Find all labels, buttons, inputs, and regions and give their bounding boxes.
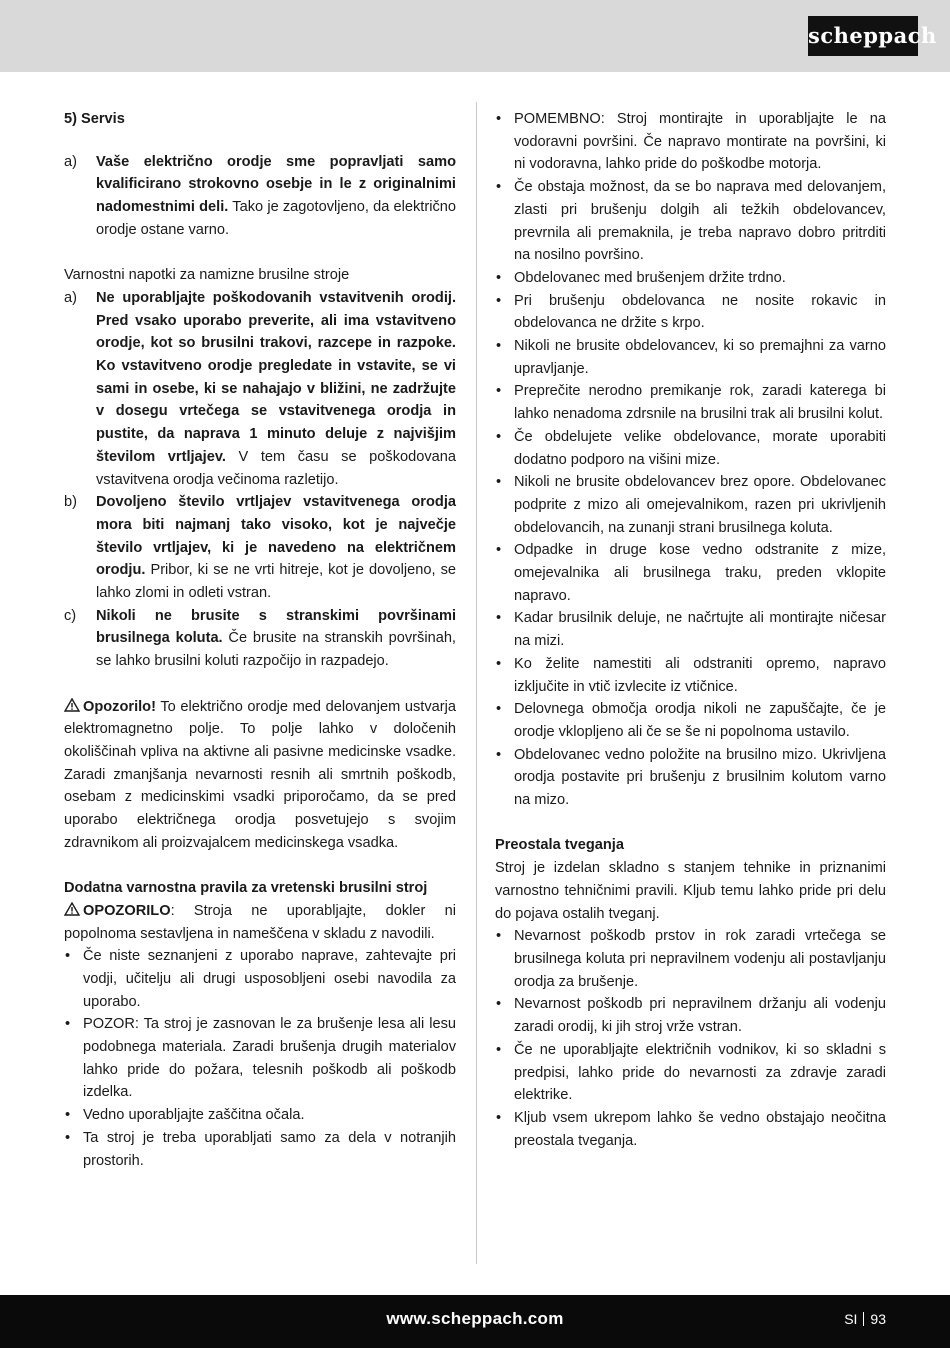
list-item: • POZOR: Ta stroj je zasnovan le za brušenje lesa ali lesu podobnega materiala. Zaradi brušenja drugih materialov lahko pride do požara, telesnih poškodb ali poškodb izdelka. [64, 1013, 456, 1104]
item-bold-text: Ne uporabljajte poškodovanih vstavitvenih orodij. Pred vsako uporabo preverite, ali ima vstavitveno orodje, kot so brusilni trakovi, razcepe in razpoke. Ko vstavitveno orodje pregledate in vstavite, se vi sami in osebe, ki se nahajajo v bližini, ne zadržujte v dosegu vrtečega se vstavitvenega orodja in pustite, da naprava 1 minuto deluje z najvišjim številom vrtljajev. [96, 289, 456, 465]
item-bold-text: Vaše električno orodje sme popravljati samo kvalificirano strokovno osebje in le z originalnimi nadomestnimi deli. [96, 153, 456, 216]
list-item: • Nevarnost poškodb prstov in rok zaradi vrtečega se brusilnega koluta pri nepravilnem vodenju ali postavljanju orodja za brušenje. [495, 925, 886, 993]
page-number [844, 1311, 886, 1327]
list-item: • POMEMBNO: Stroj montirajte in uporabljajte le na vodoravni površini. Če napravo montirate na površini, ki ni vodoravna, lahko pride do poškodbe motorja. [495, 108, 886, 176]
list-item: • Ta stroj je treba uporabljati samo za dela v notranjih prostorih. [64, 1127, 456, 1172]
warning-label: OPOZORILO [83, 902, 171, 919]
warning-triangle-icon [64, 902, 80, 916]
list-item: • Vedno uporabljajte zaščitna očala. [64, 1104, 456, 1127]
column-divider [476, 102, 477, 1264]
list-item: • Delovnega območja orodja nikoli ne zapuščajte, če je orodje vklopljeno ali če se še ni popolnoma ustavilo. [495, 698, 886, 743]
safety-item-b [64, 491, 456, 605]
list-item: • Če niste seznanjeni z uporabo naprave, zahtevajte pri vodji, učitelju ali drugi usposobljeni osebi navodila za uporabo. [64, 945, 456, 1013]
list-item: • Obdelovanec med brušenjem držite trdno. [495, 267, 886, 290]
residual-risks-list [495, 925, 886, 1152]
list-item: • Preprečite nerodno premikanje rok, zaradi katerega bi lahko nenadoma zdrsnile na brusilni trak ali brusilni kolut. [495, 380, 886, 425]
servis-heading: 5) Servis [64, 111, 125, 127]
list-item: • Če obstaja možnost, da se bo naprava med delovanjem, zlasti pri brušenju dolgih ali težkih obdelovancev, prevrnila ali premaknila, je treba napravo dobro pritrditi na nosilno površino. [495, 176, 886, 267]
left-bullet-list [64, 945, 456, 1172]
list-item: • Kadar brusilnik deluje, ne načrtujte ali montirajte ničesar na mizi. [495, 607, 886, 652]
right-column [495, 108, 886, 1152]
page-number-value: 93 [870, 1311, 886, 1327]
list-item: • Če obdelujete velike obdelovance, morate uporabiti dodatno podporo na višini mize. [495, 426, 886, 471]
safety-item-c [64, 605, 456, 673]
servis-item-a [64, 151, 456, 242]
safety-item-a [64, 287, 456, 491]
list-item: • Nikoli ne brusite obdelovancev brez opore. Obdelovanec podprite z mizo ali omejevalnikom, razen pri ukrivljenih obdelovancih, na zunanji strani brusilnega koluta. [495, 471, 886, 539]
item-text: Tako je zagotovljeno, da električno orodje ostane varno. [96, 199, 456, 238]
assembly-warning [64, 900, 456, 945]
warning-label: Opozorilo! [83, 698, 156, 715]
item-text: V tem času se poškodovana vstavitvena orodja večinoma razletijo. [96, 448, 456, 488]
website-url: www.scheppach.com [386, 1309, 564, 1328]
emf-warning [64, 696, 456, 855]
item-text: Če brusite na stranskih površinah, se lahko brusilni koluti razpočijo in razpadejo. [96, 630, 456, 670]
safety-heading: Varnostni napotki za namizne brusilne stroje [64, 267, 350, 284]
list-item: • Pri brušenju obdelovanca ne nosite rokavic in obdelovanca ne držite s krpo. [495, 290, 886, 335]
item-label: a) [64, 289, 77, 306]
item-label: a) [64, 153, 77, 170]
list-item: • Ko želite namestiti ali odstraniti opremo, napravo izključite in vtič izvlecite iz vtičnice. [495, 653, 886, 698]
warning-text: : Stroja ne uporabljajte, dokler ni popolnoma sestavljena in nameščena v skladu z navodili. [64, 902, 456, 942]
item-bold-text: Dovoljeno število vrtljajev vstavitvenega orodja mora biti najmanj tako visoko, kot je največje število vrtljajev, ki je navedeno na električnem orodju. [96, 494, 456, 579]
list-item: • Obdelovanec vedno položite na brusilno mizo. Ukrivljena orodja postavite pri brušenju z brusilnim kolutom varno na mizo. [495, 744, 886, 812]
item-bold-text: Nikoli ne brusite s stranskimi površinami brusilnega koluta. [96, 607, 456, 647]
list-item: • Nikoli ne brusite obdelovancev, ki so premajhni za varno upravljanje. [495, 335, 886, 380]
item-label: c) [64, 607, 77, 624]
separator [863, 1312, 864, 1326]
language-code: SI [844, 1311, 858, 1327]
warning-text: To električno orodje med delovanjem ustvarja elektromagnetno polje. To polje lahko v določenih okoliščinah vpliva na aktivne ali pasivne medicinske vsadke. Zaradi zmanjšanja nevarnosti resnih ali smrtnih poškodb, osebam z medicinskimi vsadki priporočamo, da se pred uporabo električnega orodja posvetujejo s svojim zdravnikom ali proizvajalcem medicinskega vsadka. [64, 698, 456, 851]
extra-rules-heading: Dodatna varnostna pravila za vretenski brusilni stroj [64, 880, 428, 897]
left-column [64, 108, 456, 1172]
list-item: • Nevarnost poškodb pri nepravilnem držanju ali vodenju zaradi orodij, ki jih stroj vrže vstran. [495, 993, 886, 1038]
item-text: Pribor, ki se ne vrti hitreje, kot je dovoljeno, se lahko zlomi in odleti vstran. [96, 562, 456, 602]
header-bar [0, 0, 950, 72]
residual-risks-intro: Stroj je izdelan skladno s stanjem tehnike in priznanimi varnostno tehničnimi pravili. Kljub temu lahko pride pri delu do pojava ostalih tveganj. [495, 860, 886, 922]
list-item: • Kljub vsem ukrepom lahko še vedno obstajajo neočitna preostala tveganja. [495, 1107, 886, 1152]
footer-bar [0, 1295, 950, 1348]
item-label: b) [64, 494, 77, 511]
scheppach-logo: scheppach [808, 16, 918, 56]
warning-triangle-icon [64, 698, 80, 712]
list-item: • Če ne uporabljajte električnih vodnikov, ki so skladni s predpisi, lahko pride do nevarnosti za zdravje zaradi elektrike. [495, 1039, 886, 1107]
list-item: • Odpadke in druge kose vedno odstranite z mize, omejevalnika ali brusilnega traku, preden vklopite napravo. [495, 539, 886, 607]
residual-risks-heading: Preostala tveganja [495, 837, 624, 854]
right-bullet-list [495, 108, 886, 812]
